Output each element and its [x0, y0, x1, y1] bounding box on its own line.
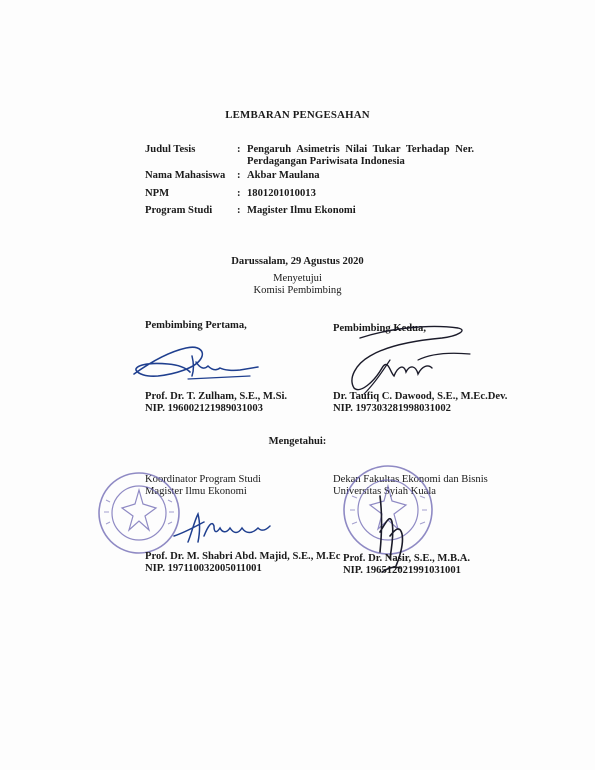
place-date: Darussalam, 29 Agustus 2020: [231, 256, 364, 267]
official2-role-line2: Universitas Syiah Kuala: [333, 486, 436, 497]
field-colon: :: [237, 170, 241, 181]
field-value-judul-line2: Perdagangan Pariwisata Indonesia: [247, 156, 405, 167]
official1-role-line2: Magister Ilmu Ekonomi: [145, 486, 247, 497]
supervisor1-nip: NIP. 196002121989031003: [145, 403, 263, 414]
supervisor2-nip: NIP. 197303281998031002: [333, 403, 451, 414]
field-colon: :: [237, 144, 241, 155]
field-label-nama: Nama Mahasiswa: [145, 170, 226, 181]
official2-nip: NIP. 196512021991031001: [343, 565, 461, 576]
supervisor1-name: Prof. Dr. T. Zulham, S.E., M.Si.: [145, 391, 288, 402]
field-value-npm: 1801201010013: [247, 188, 316, 199]
field-label-prodi: Program Studi: [145, 205, 213, 216]
supervisor2-role: Pembimbing Kedua,: [333, 323, 427, 334]
field-label-npm: NPM: [145, 188, 170, 199]
approval-heading: Menyetujui: [273, 273, 322, 284]
official1-name: Prof. Dr. M. Shabri Abd. Majid, S.E., M.Ec: [145, 551, 341, 562]
supervisor2-signature: [330, 320, 475, 400]
official1-nip: NIP. 197110032005011001: [145, 563, 262, 574]
field-value-nama: Akbar Maulana: [247, 170, 320, 181]
supervisor2-name: Dr. Taufiq C. Dawood, S.E., M.Ec.Dev.: [333, 391, 508, 402]
supervisor1-role: Pembimbing Pertama,: [145, 320, 247, 331]
official1-role-line1: Koordinator Program Studi: [145, 474, 261, 485]
official2-role-line1: Dekan Fakultas Ekonomi dan Bisnis: [333, 474, 488, 485]
page-title: LEMBARAN PENGESAHAN: [225, 109, 370, 121]
field-value-prodi: Magister Ilmu Ekonomi: [247, 205, 356, 216]
supervisor1-signature: [128, 334, 263, 390]
field-label-judul: Judul Tesis: [145, 144, 196, 155]
official1-signature: [170, 506, 274, 548]
official2-name: Prof. Dr. Nasir, S.E., M.B.A.: [343, 553, 471, 564]
field-colon: :: [237, 188, 241, 199]
acknowledged-heading: Mengetahui:: [268, 436, 327, 447]
field-colon: :: [237, 205, 241, 216]
field-value-judul-line1: Pengaruh Asimetris Nilai Tukar Terhadap Ner.: [247, 144, 474, 155]
committee-heading: Komisi Pembimbing: [253, 285, 342, 296]
